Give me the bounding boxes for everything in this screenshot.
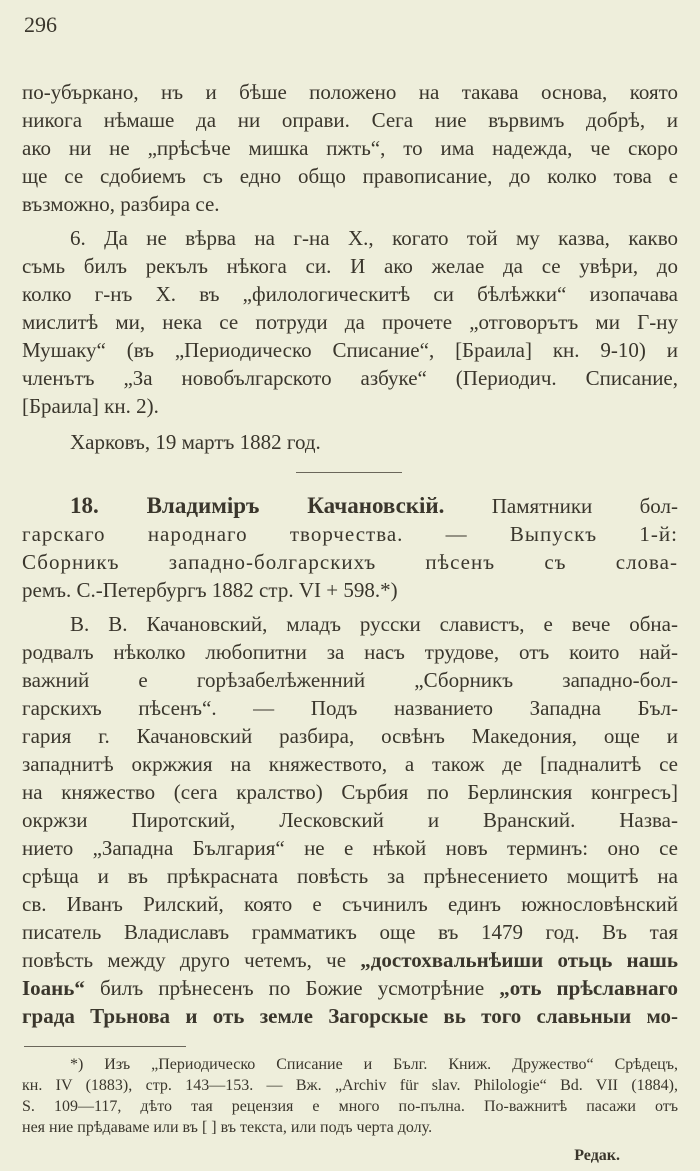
heading-line: ремъ. С.-Петербургъ 1882 стр. VI + 598.*) <box>22 578 398 602</box>
text-line <box>22 974 678 1002</box>
church-slavonic-quote: Iоань“ <box>22 976 85 1000</box>
text-line <box>22 946 678 974</box>
heading-line <box>22 492 678 520</box>
text-line: съмь билъ рекълъ нѣкога си. И ако желае да се увѣри, до <box>22 254 678 278</box>
text-line: колко г-нъ Х. въ „филологическитѣ си бѣлѣжки“ изопачава <box>22 282 678 306</box>
review-author: 18. Владимiръ Качановскiй. <box>70 493 445 518</box>
review-heading <box>22 492 678 604</box>
plain-text: билъ прѣнесенъ по Божие усмотрѣние <box>84 976 500 1000</box>
footnote <box>22 1054 678 1138</box>
text-line: гарскихъ пѣсенъ“. — Подъ названието Западна Бъл- <box>22 696 678 720</box>
text-line: на княжество (сега кралство) Сърбия по Берлинския конгресъ] <box>22 780 678 804</box>
text-line: никога нѣмаше да ни оправи. Сега ние вървимъ добрѣ, и <box>22 108 678 132</box>
review-body <box>22 610 678 1030</box>
text-line: [Браила] кн. 2). <box>22 394 159 418</box>
text-line: Харковъ, 19 мартъ 1882 год. <box>70 430 321 454</box>
footnote-line: *) Изъ „Периодическо Списание и Бълг. Книж. Дружество“ Срѣдецъ, <box>70 1056 678 1073</box>
paragraph-continuation <box>22 78 678 218</box>
footnote-line: S. 109—117, дѣто тая рецензия е много по-пълна. По-важнитѣ пасажи отъ <box>22 1098 678 1115</box>
text-line: св. Иванъ Рилский, която е съчинилъ единъ южнословѣнский <box>22 892 678 916</box>
text-line: нието „Западна България“ не е нѣкой новъ терминъ: оно се <box>22 836 678 860</box>
page-number: 296 <box>24 12 57 37</box>
church-slavonic-quote: „достохвальнѣиши отьць нашь <box>360 948 678 972</box>
review-title-start: Памятники бол- <box>491 494 678 518</box>
paragraph-6 <box>22 224 678 420</box>
text-line: 6. Да не вѣрва на г-на Х., когато той му казва, какво <box>70 226 678 250</box>
section-divider <box>296 472 402 473</box>
heading-line: Сборникъ западно-болгарскихъ пѣсенъ съ слова- <box>22 550 678 574</box>
text-line: мислитѣ ми, нека се потруди да прочете „отговорътъ ми Г-ну <box>22 310 678 334</box>
text-line: западнитѣ окржжия на княжеството, а також де [падналитѣ се <box>22 752 678 776</box>
text-line: срѣща и въ прѣкрасната повѣсть за прѣнесението мощитѣ на <box>22 864 678 888</box>
text-line: града Трьнова и оть земле Загорскые вь того славьныи мо- <box>22 1004 678 1028</box>
editor-signature: Редак. <box>574 1147 620 1164</box>
footnote-line: кн. IV (1883), стр. 143—153. — Вж. „Archiv für slav. Philologie“ Bd. VII (1884), <box>22 1077 678 1094</box>
footnote-divider <box>24 1046 186 1047</box>
text-line: окржзи Пиротский, Лесковский и Вранский. Назва- <box>22 808 678 832</box>
church-slavonic-quote: „оть прѣславнаго <box>499 976 678 1000</box>
text-line: ако ни не „прѣсѣче мишка пжть“, то има надежда, че скоро <box>22 136 678 160</box>
text-line: важний е горѣзабелѣженний „Сборникъ западно-бол- <box>22 668 678 692</box>
text-line: В. В. Качановский, младъ русски славистъ, е вече обна- <box>70 612 678 636</box>
text-line: родвалъ нѣколко любопитни за насъ трудове, отъ които най- <box>22 640 678 664</box>
text-line: ще се сдобиемъ съ едно общо правописание, до колко това е <box>22 164 678 188</box>
text-line: членътъ „За новобългарското азбуке“ (Периодич. Списание, <box>22 366 678 390</box>
text-line: писатель Владиславъ грамматикъ още въ 1479 год. Въ тая <box>22 920 678 944</box>
footnote-line: нея ние прѣдаваме или въ [ ] въ текста, или подъ черта долу. <box>22 1119 433 1136</box>
plain-text: повѣсть между друго четемъ, че <box>22 948 361 972</box>
place-date <box>22 428 678 456</box>
text-line: гария г. Качановский разбира, освѣнъ Македония, още и <box>22 724 678 748</box>
text-line: по-убъркано, нъ и бѣше положено на такава основа, която <box>22 80 678 104</box>
text-line: възможно, разбира се. <box>22 192 220 216</box>
heading-line: гарскаго народнаго творчества. — Выпускъ 1-й: <box>22 522 678 546</box>
text-line: Мушаку“ (въ „Периодическо Списание“, [Браила] кн. 9-10) и <box>22 338 678 362</box>
